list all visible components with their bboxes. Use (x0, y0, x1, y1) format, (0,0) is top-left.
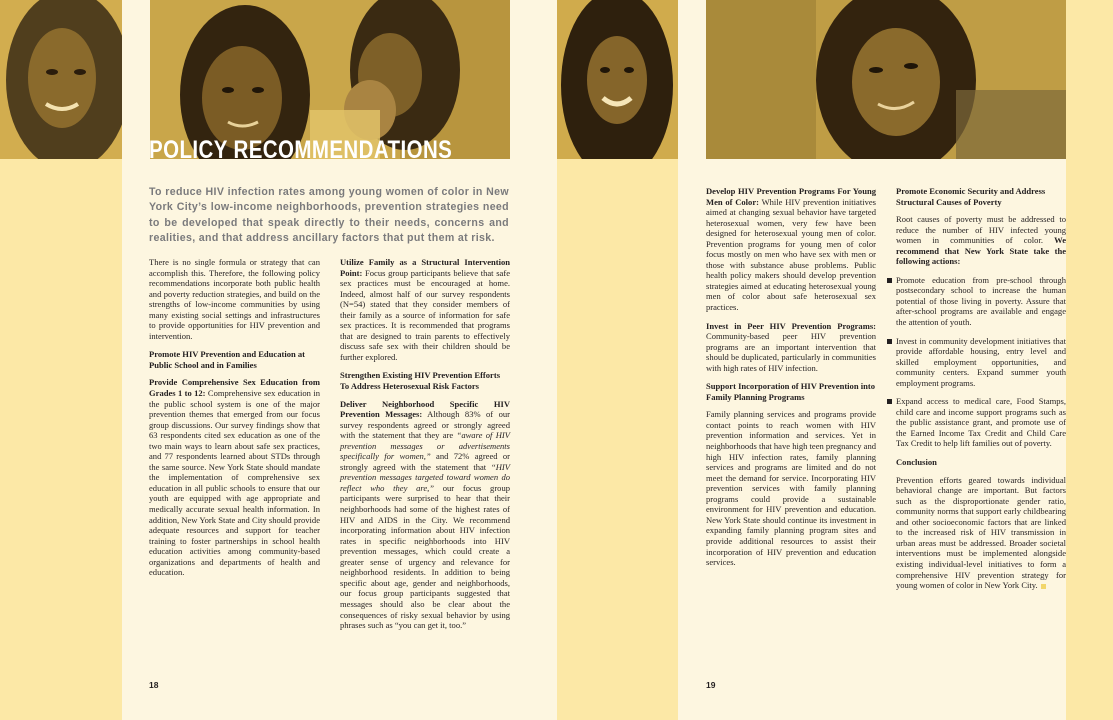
quote-reflect: “HIV prevention messages targeted toward women do reflect who they are,” (340, 461, 510, 493)
recommendation-lead: We recommend that New York State take the following actions: (896, 235, 1066, 267)
messages-text-b: and 72% agreed or strongly agreed with the statement that (340, 451, 510, 472)
photo-woman-left-edge (0, 0, 122, 159)
quote-aware: “aware of HIV prevention messages or advertisements specifically for women,” (340, 430, 510, 462)
section-heading-economic-security: Promote Economic Security and Address Structural Causes of Poverty (896, 186, 1046, 207)
section-heading-strengthen: Strengthen Existing HIV Prevention Efforts To Address Heterosexual Risk Factors (340, 370, 501, 392)
column-1 (149, 257, 320, 586)
paragraph-young-men (706, 186, 876, 313)
section-heading-conclusion: Conclusion (896, 457, 937, 468)
column-4 (896, 186, 1066, 599)
paragraph-neighborhood-messages (340, 399, 510, 631)
subheading-young-men: Develop HIV Prevention Programs For Young Men of Color: (706, 186, 876, 207)
paragraph-family-planning: Family planning services and programs provide contact points to reach women with HIV prevention information and services. Yet in neighborhoods that have high teen pregnancy and high HIV infection rates, family planning services and programs are limited and do not meet the demand for service. Incorporating HIV prevention services with family planning programs could provide a sustainable environment for HIV prevention and education. New York State should continue its investment in expanding family planning program sites and provide additional resources to assist their incorporation of HIV prevention and education services. (706, 409, 876, 568)
sex-education-text: Comprehensive sex education in the public school system is one of the major prevention themes that emerged from our focus group discussions. Our survey findings show that 63 respondents cited sex education as one of the two main ways to learn about safe sex practices, and 77 respondents learned about STDs through the same source. New York State should mandate the implementation of comprehensive sex education in all public schools to ensure that our youth are equipped with age appropriate and medically accurate sexual health information. In addition, New York State and City should provide adequate resources and support for teacher training to foster partnerships in school health education activities among community-based organizations and departments of health and education. (149, 388, 320, 578)
messages-text-a: Although 83% of our survey respondents agreed or strongly agreed with the statement that they are (340, 409, 510, 441)
conclusion-text: Prevention efforts geared towards individual behavioral change are important. But factors such as the disproportionate gender ratio, community norms that support early childbearing and other socioeconomic factors that are linked to the increased risk of HIV transmission in urban areas must be addressed. Broader societal interventions must be implemented alongside existing individual-level initiatives to form a comprehensive HIV prevention strategy for young women of color in New York City. (896, 474, 1066, 591)
column-3 (706, 186, 876, 576)
section-heading-family-planning: Support Incorporation of HIV Prevention into Family Planning Programs (706, 381, 875, 402)
list-item: Expand access to medical care, Food Stamps, child care and income support programs such as the public assistance grant, and promote use of the Earned Income Tax Credit and Child Care Tax Credit to help lift families out of poverty. (887, 396, 1066, 449)
paragraph-sex-education (149, 377, 320, 577)
root-causes-text: Root causes of poverty must be addressed to reduce the number of HIV infected young women in communities of color. (896, 214, 1066, 246)
photo-woman-center (557, 0, 678, 159)
family-text: Focus group participants believe that safe sex practices must be encouraged at home. Indeed, almost half of our survey respondents (N=54) stated that they consider members of their family as a source of information for safe sex practices. It is recommended that programs that are designed to train parents to effectively discuss safe sex with their children should be further explored. (340, 267, 510, 362)
paragraph-family (340, 257, 510, 362)
subheading-peer-programs: Invest in Peer HIV Prevention Programs: (706, 320, 876, 331)
page-title: POLICY RECOMMENDATIONS (149, 136, 453, 164)
end-mark-icon (1041, 584, 1046, 589)
right-yellow-band (1066, 0, 1113, 720)
list-item: Promote education from pre-school through postsecondary school to increase the human potential of those living in poverty. Assure that after-school programs are available and engage the attention of youth. (887, 275, 1066, 328)
paragraph-conclusion (896, 475, 1066, 591)
peer-programs-text: Community-based peer HIV prevention programs are an important intervention that should be duplicated, particularly in communities with high rates of HIV infection. (706, 331, 876, 373)
recommendation-list (887, 275, 1066, 449)
section-heading-school-family: Promote HIV Prevention and Education at Public School and in Families (149, 349, 305, 370)
subheading-neighborhood-messages: Deliver Neighborhood Specific HIV Prevention Messages: (340, 398, 510, 420)
intro-paragraph: There is no single formula or strategy that can accomplish this. Therefore, the following policy recommendations incorporate both public health and poverty reduction strategies, and build on the strengths of low-income communities by using many existing social settings and infrastructures to provide opportunities for HIV prevention and intervention. (149, 257, 320, 341)
subheading-sex-education: Provide Comprehensive Sex Education from Grades 1 to 12: (149, 377, 320, 399)
young-men-text: While HIV prevention initiatives aimed at changing sexual behavior have targeted heterosexual women, very few have been designed for heterosexual young men of color. Prevention programs for young men of color focus mostly on men who have sex with men or those with substance abuse problems. Public health policy makers should develop prevention strategies aimed at educating heterosexual young men of color about safe heterosexual sex practices. (706, 196, 876, 313)
page-number-left: 18 (149, 680, 159, 690)
column-2 (340, 257, 510, 639)
paragraph-root-causes (896, 214, 1066, 267)
list-item: Invest in community development initiatives that provide affordable housing, entry level and skilled employment opportunities, and community centers. Expand summer youth employment programs. (887, 336, 1066, 389)
lead-paragraph: To reduce HIV infection rates among young women of color in New York City’s low-income neighborhoods, prevention strategies need to be developed that speak directly to their needs, concerns and realities, and that address ancillary factors that put them at risk. (149, 186, 509, 245)
paragraph-peer-programs (706, 321, 876, 374)
subheading-family: Utilize Family as a Structural Intervention Point: (340, 257, 510, 278)
page-number-right: 19 (706, 680, 716, 690)
photo-woman-right (706, 0, 1066, 159)
messages-text-c: our focus group participants were surprised to hear that their neighborhoods had some of the highest rates of HIV and AIDS in the City. We recommend incorporating information about HIV infection rates in specific neighborhoods into HIV prevention messages, which could create a greater sense of urgency and relevance for neighborhood residents. In addition to being specific about age, gender and neighborhoods, our focus group participants suggested that messages should also be clear about the consequences of risky sexual behavior by using phrases such as “you can get it, too.” (340, 482, 510, 631)
